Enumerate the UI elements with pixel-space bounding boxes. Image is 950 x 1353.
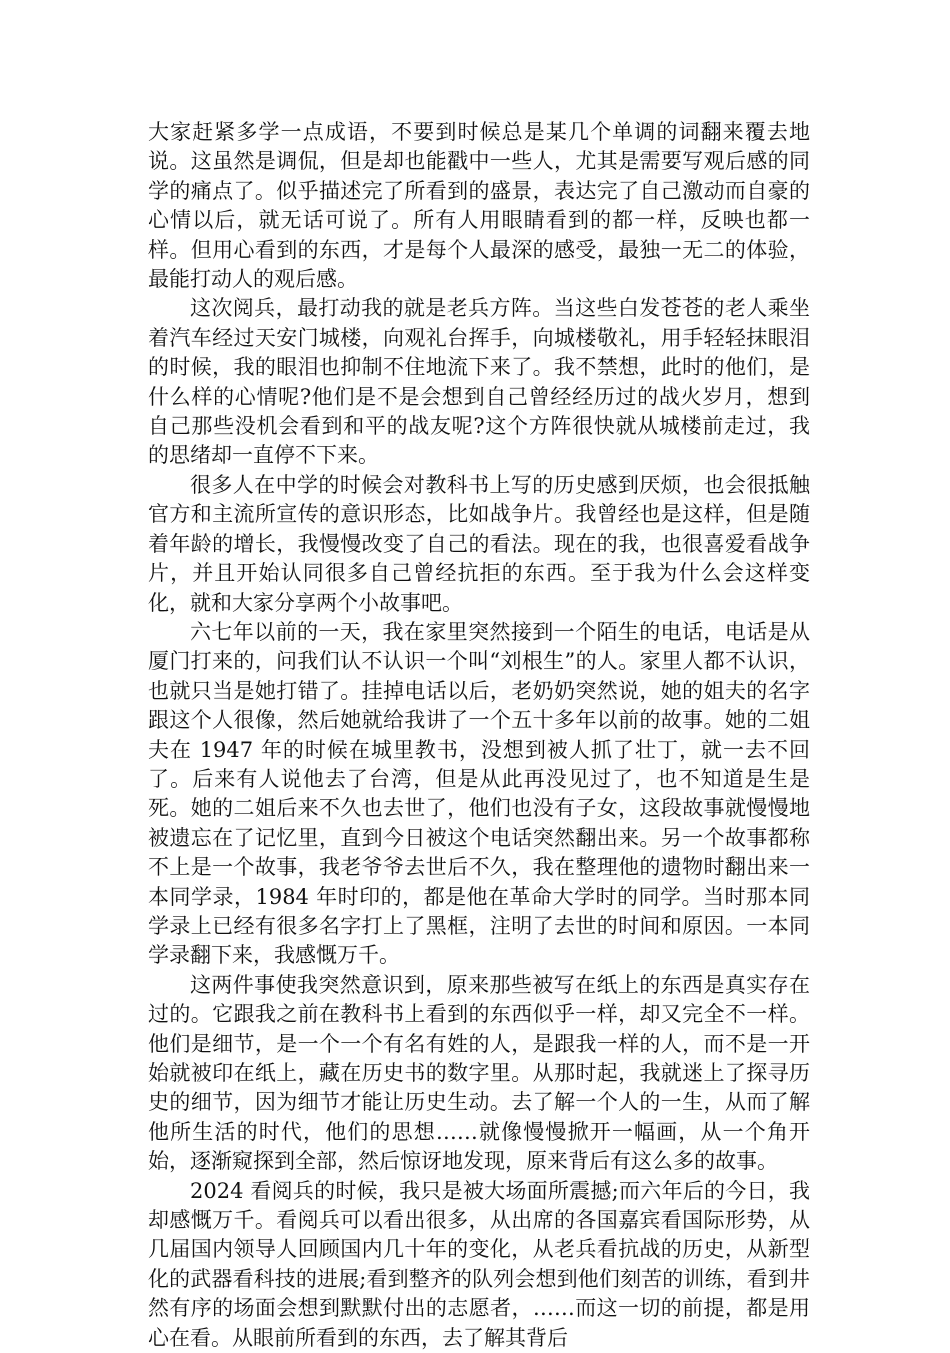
paragraph-3: 很多人在中学的时候会对教科书上写的历史感到厌烦，也会很抵触官方和主流所宣传的意识形态，比如战争片。我曾经也是这样，但是随着年龄的增长，我慢慢改变了自己的看法。现在的我，也很喜爱看战争片，并且开始认同很多自己曾经抗拒的东西。至于我为什么会这样变化，就和大家分享两个小故事吧。 [148, 472, 810, 615]
document-page [148, 118, 810, 1353]
paragraph-2: 这次阅兵，最打动我的就是老兵方阵。当这些白发苍苍的老人乘坐着汽车经过天安门城楼，向观礼台挥手，向城楼敬礼，用手轻轻抹眼泪的时候，我的眼泪也抑制不住地流下来了。我不禁想，此时的他们，是什么样的心情呢?他们是不是会想到自己曾经经历过的战火岁月，想到自己那些没机会看到和平的战友呢?这个方阵很快就从城楼前走过，我的思绪却一直停不下来。 [148, 296, 810, 468]
paragraph-6: 2024 看阅兵的时候，我只是被大场面所震撼;而六年后的今日，我却感慨万千。看阅兵可以看出很多，从出席的各国嘉宾看国际形势，从几届国内领导人回顾国内几十年的变化，从老兵看抗战的历史，从新型化的武器看科技的进展;看到整齐的队列会想到他们刻苦的训练，看到井然有序的场面会想到默默付出的志愿者，……而这一切的前提，都是用心在看。从眼前所看到的东西，去了解其背后 [148, 1178, 810, 1350]
paragraph-5: 这两件事使我突然意识到，原来那些被写在纸上的东西是真实存在过的。它跟我之前在教科书上看到的东西似乎一样，却又完全不一样。他们是细节，是一个一个有名有姓的人，是跟我一样的人，而不是一开始就被印在纸上，藏在历史书的数字里。从那时起，我就迷上了探寻历史的细节，因为细节才能让历史生动。去了解一个人的一生，从而了解他所生活的时代，他们的思想……就像慢慢掀开一幅画，从一个角开始，逐渐窥探到全部，然后惊讶地发现，原来背后有这么多的故事。 [148, 972, 810, 1174]
paragraph-1: 大家赶紧多学一点成语，不要到时候总是某几个单调的词翻来覆去地说。这虽然是调侃，但是却也能戳中一些人，尤其是需要写观后感的同学的痛点了。似乎描述完了所看到的盛景，表达完了自己激动而自豪的心情以后，就无话可说了。所有人用眼睛看到的都一样，反映也都一样。但用心看到的东西，才是每个人最深的感受，最独一无二的体验，最能打动人的观后感。 [148, 120, 810, 292]
paragraph-4: 六七年以前的一天，我在家里突然接到一个陌生的电话，电话是从厦门打来的，问我们认不认识一个叫“刘根生”的人。家里人都不认识，也就只当是她打错了。挂掉电话以后，老奶奶突然说，她的姐夫的名字跟这个人很像，然后她就给我讲了一个五十多年以前的故事。她的二姐夫在 1947 年的时候在城里教书，没想到被人抓了壮丁，就一去不回了。后来有人说他去了台湾，但是从此再没见过了，也不知道是生是死。她的二姐后来不久也去世了，他们也没有子女，这段故事就慢慢地被遗忘在了记忆里，直到今日被这个电话突然翻出来。另一个故事都称不上是一个故事，我老爷爷去世后不久，我在整理他的遗物时翻出来一本同学录，1984 年时印的，都是他在革命大学时的同学。当时那本同学录上已经有很多名字打上了黑框，注明了去世的时间和原因。一本同学录翻下来，我感慨万千。 [148, 619, 810, 968]
